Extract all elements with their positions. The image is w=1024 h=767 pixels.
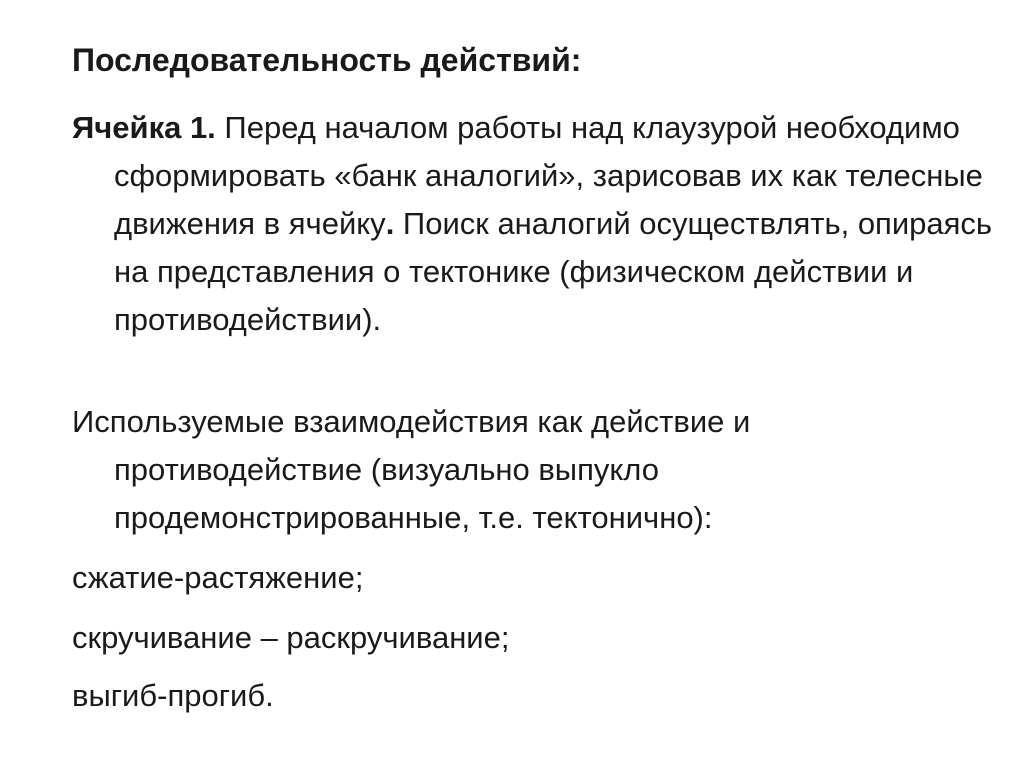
cell-text: Перед началом работы над клаузурой необходимо сформировать «банк аналогий», зарисовав их как телесные движения в ячейку	[114, 110, 983, 241]
slide-title: Последовательность действий:	[72, 42, 582, 78]
cell-label: Ячейка 1.	[72, 110, 216, 145]
item-twisting-untwisting: скручивание – раскручивание;	[72, 620, 510, 655]
cell-period: .	[385, 206, 395, 241]
item-bending-deflection: выгиб-прогиб.	[72, 678, 274, 713]
paragraph-cell-1	[72, 104, 1002, 344]
paragraph-interactions: Используемые взаимодействия как действие и противодействие (визуально выпукло продемонстрированные, т.е. тектонично):	[72, 404, 751, 535]
cell-text-continued: Поиск аналогий осуществлять, опираясь на представления о тектонике (физическом действии и противодействии).	[114, 206, 993, 337]
item-compression-tension: сжатие-растяжение;	[72, 560, 364, 595]
